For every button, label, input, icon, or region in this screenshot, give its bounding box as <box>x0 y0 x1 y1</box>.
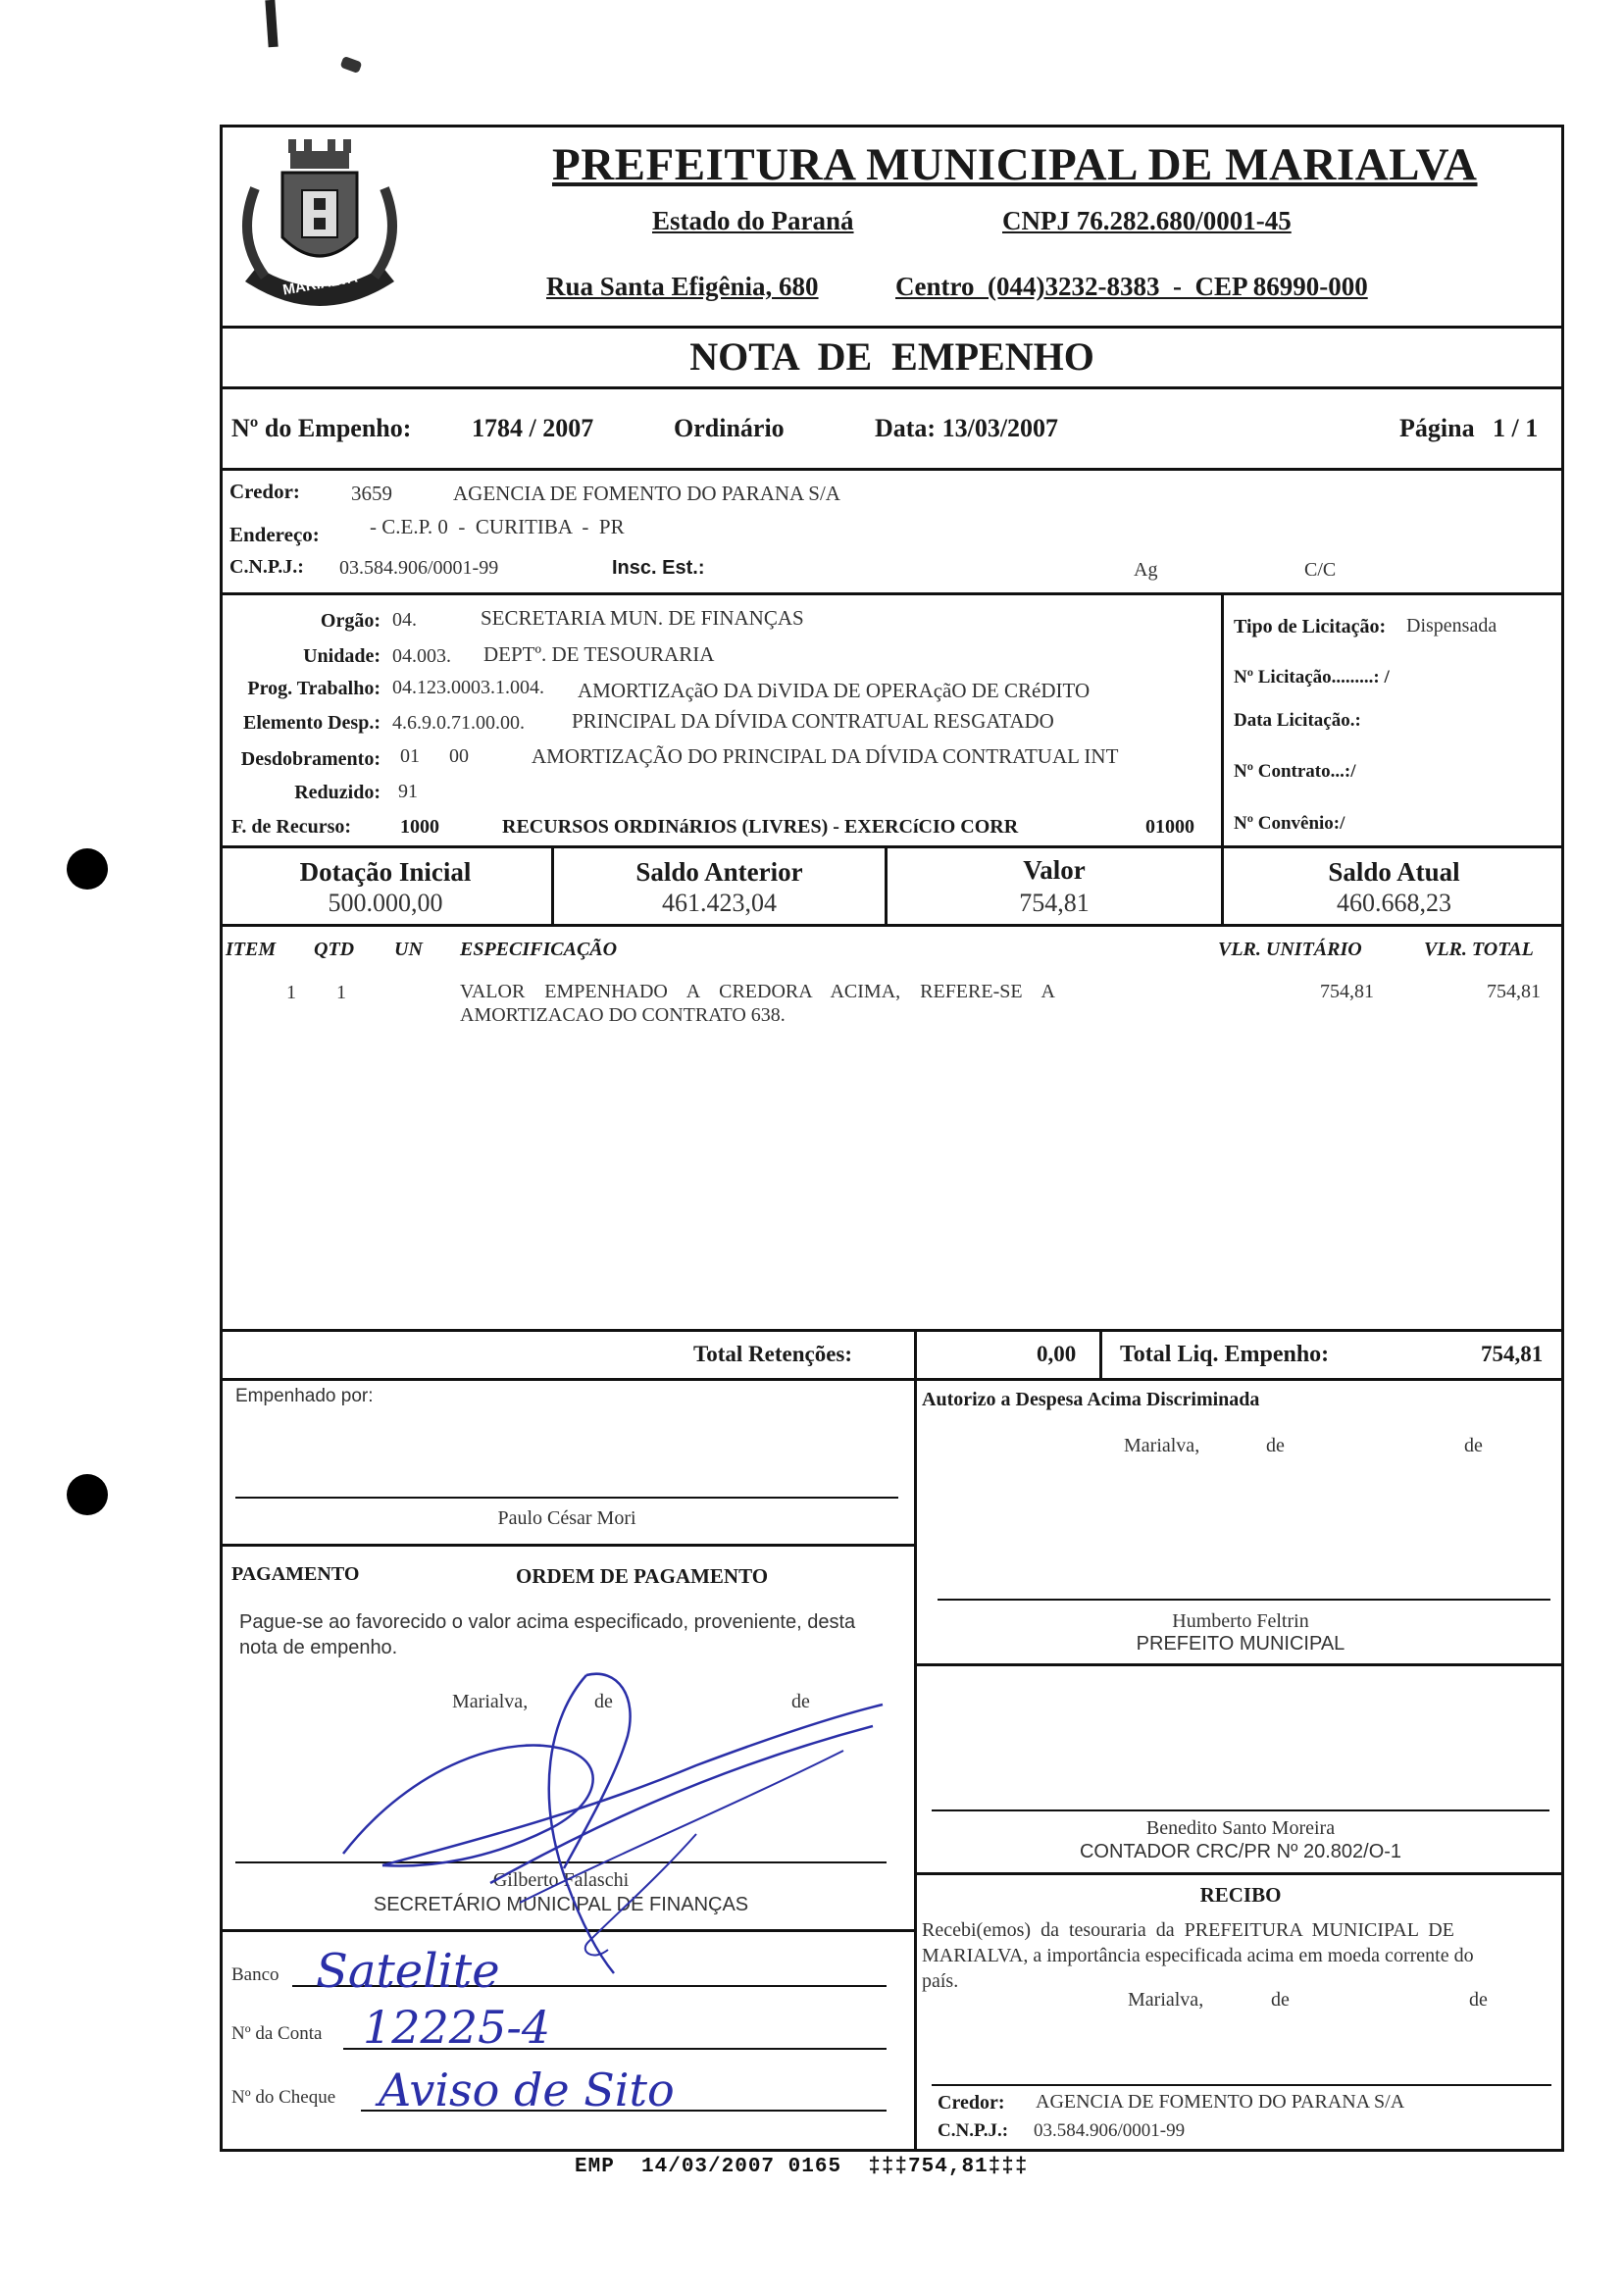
pagamento-de: de <box>791 1691 810 1712</box>
autorizo-de: de <box>1464 1435 1483 1456</box>
item-number: 1 <box>286 982 296 1003</box>
cheque-label: Nº do Cheque <box>231 2087 336 2108</box>
header-street: Rua Santa Efigênia, 680 <box>546 272 819 301</box>
credor-code: 3659 <box>351 482 392 505</box>
recibo-de: de <box>1271 1989 1290 2011</box>
classification-code: 4.6.9.0.71.00.00. <box>392 712 525 734</box>
autorizo-de: de <box>1266 1435 1285 1456</box>
pagamento-role: SECRETÁRIO MUNICIPAL DE FINANÇAS <box>373 1894 749 1915</box>
balance-value: 500.000,00 <box>328 889 443 917</box>
balance-label: Valor <box>1023 855 1086 885</box>
pagamento-de: de <box>594 1691 613 1712</box>
licitacao-type-value: Dispensada <box>1406 615 1497 637</box>
scan-mark <box>340 56 363 74</box>
classification-desc: AMORTIZAÇÃO DO PRINCIPAL DA DÍVIDA CONTRATUAL INT <box>532 744 1119 768</box>
doc-title: NOTA DE EMPENHO <box>689 334 1094 379</box>
empenho-label: Nº do Empenho: <box>231 414 412 442</box>
empenhado-label: Empenhado por: <box>235 1386 374 1406</box>
balance-label: Saldo Anterior <box>635 857 803 887</box>
balance-value: 460.668,23 <box>1337 889 1451 917</box>
empenho-number: 1784 / 2007 <box>472 414 594 442</box>
classification-code: 04.003. <box>392 645 451 667</box>
licitacao-date: Data Licitação.: <box>1234 710 1361 731</box>
licitacao-number: Nº Licitação.........: / <box>1234 667 1390 688</box>
classification-label: Desdobramento: <box>240 748 381 770</box>
contador-name: Benedito Santo Moreira <box>1145 1817 1336 1839</box>
convenio-number: Nº Convênio:/ <box>1234 813 1345 834</box>
retencoes-value: 0,00 <box>1037 1342 1077 1366</box>
col-un: UN <box>394 939 423 960</box>
classification-label: Reduzido: <box>294 782 381 803</box>
credor-label: Credor: <box>229 480 300 503</box>
prefeito-role: PREFEITO MUNICIPAL <box>1136 1633 1345 1655</box>
licitacao-type-label: Tipo de Licitação: <box>1234 616 1387 637</box>
classification-label: Prog. Trabalho: <box>247 678 381 699</box>
cc-label: C/C <box>1304 559 1337 581</box>
classification-code: 01 00 <box>400 745 469 767</box>
item-spec-line: AMORTIZACAO DO CONTRATO 638. <box>460 1004 786 1026</box>
recibo-credor-name: AGENCIA DE FOMENTO DO PARANA S/A <box>1036 2091 1405 2113</box>
prefeito-name: Humberto Feltrin <box>1172 1610 1309 1632</box>
empenhado-name: Paulo César Mori <box>497 1507 636 1529</box>
banco-label: Banco <box>231 1964 279 1985</box>
coat-text: MARIALVA <box>281 269 359 299</box>
header-district-phone: Centro (044)3232-8383 - CEP 86990-000 <box>895 272 1368 301</box>
recurso-desc: RECURSOS ORDINáRIOS (LIVRES) - EXERCíCIO CORR <box>502 816 1019 838</box>
balance-value: 754,81 <box>1019 889 1090 917</box>
classification-label: Elemento Desp.: <box>243 712 381 734</box>
balance-label: Saldo Atual <box>1328 857 1460 887</box>
autorizo-title: Autorizo a Despesa Acima Discriminada <box>922 1389 1260 1410</box>
header-cnpj: CNPJ 76.282.680/0001-45 <box>1002 206 1292 235</box>
balance-value: 461.423,04 <box>662 889 777 917</box>
punch-hole <box>67 1474 108 1515</box>
recibo-credor-label: Credor: <box>938 2092 1005 2114</box>
classification-code: 04. <box>392 609 417 631</box>
recibo-title: RECIBO <box>1199 1883 1282 1907</box>
col-qtd: QTD <box>314 939 355 960</box>
recibo-cnpj-label: C.N.P.J.: <box>938 2120 1009 2141</box>
classification-label: Unidade: <box>303 645 381 667</box>
scan-mark <box>265 0 278 47</box>
item-spec-line: VALOR EMPENHADO A CREDORA ACIMA, REFERE-SE A <box>460 981 1055 1002</box>
banco-handwritten: Satelite <box>316 1944 500 1999</box>
classification-desc: DEPTº. DE TESOURARIA <box>483 642 715 666</box>
classification-desc: PRINCIPAL DA DÍVIDA CONTRATUAL RESGATADO <box>572 709 1054 733</box>
item-unit-value: 754,81 <box>1320 981 1374 1002</box>
item-qtd: 1 <box>336 982 346 1003</box>
col-total-value: VLR. TOTAL <box>1424 939 1534 960</box>
pagamento-title: ORDEM DE PAGAMENTO <box>516 1564 769 1588</box>
address-value: - C.E.P. 0 - CURITIBA - PR <box>370 515 625 538</box>
address-label: Endereço: <box>229 523 320 546</box>
classification-code: 04.123.0003.1.004. <box>392 677 544 698</box>
recibo-cnpj-value: 03.584.906/0001-99 <box>1034 2120 1186 2141</box>
balance-label: Dotação Inicial <box>299 857 472 887</box>
retencoes-label: Total Retenções: <box>693 1342 853 1366</box>
conta-label: Nº da Conta <box>231 2023 323 2044</box>
print-stamp: EMP 14/03/2007 0165 ‡‡‡754,81‡‡‡ <box>575 2156 1029 2178</box>
col-unit-value: VLR. UNITÁRIO <box>1218 939 1362 960</box>
punch-hole <box>67 848 108 890</box>
recibo-text: Recebi(emos) da tesouraria da PREFEITURA MUNICIPAL DE <box>922 1919 1454 1941</box>
col-item: ITEM <box>226 939 277 960</box>
header-state: Estado do Paraná <box>652 206 854 235</box>
pagamento-place: Marialva, <box>452 1691 529 1712</box>
page-number: 1 / 1 <box>1493 414 1539 442</box>
pagamento-text: Pague-se ao favorecido o valor acima especificado, proveniente, desta <box>239 1611 856 1633</box>
cheque-handwritten: Aviso de Sito <box>379 2064 675 2116</box>
empenho-date: Data: 13/03/2007 <box>875 414 1059 442</box>
pagamento-label: PAGAMENTO <box>231 1563 360 1585</box>
pagamento-text: nota de empenho. <box>239 1637 398 1658</box>
classification-desc: SECRETARIA MUN. DE FINANÇAS <box>481 606 804 630</box>
liq-label: Total Liq. Empenho: <box>1120 1342 1330 1367</box>
coat-of-arms-icon <box>226 129 414 326</box>
recibo-text: MARIALVA, a importância especificada acima em moeda corrente do <box>922 1945 1474 1966</box>
page-label: Página <box>1399 414 1475 442</box>
recurso-label: F. de Recurso: <box>231 816 352 838</box>
pagamento-name: Gilberto Falaschi <box>492 1869 630 1891</box>
recibo-place: Marialva, <box>1128 1989 1204 2011</box>
contrato-number: Nº Contrato...:/ <box>1234 761 1356 782</box>
col-spec: ESPECIFICAÇÃO <box>460 939 618 960</box>
classification-desc: AMORTIZAçãO DA DiVIDA DE OPERAçãO DE CRéDITO <box>578 679 1091 702</box>
autorizo-place: Marialva, <box>1124 1435 1200 1456</box>
ag-label: Ag <box>1134 559 1158 581</box>
recurso-code2: 01000 <box>1145 816 1194 838</box>
recurso-code: 1000 <box>400 816 439 838</box>
conta-handwritten: 12225-4 <box>363 2001 551 2054</box>
header-title: PREFEITURA MUNICIPAL DE MARIALVA <box>552 139 1478 190</box>
recibo-de: de <box>1469 1989 1488 2011</box>
credor-name: AGENCIA DE FOMENTO DO PARANA S/A <box>453 482 840 505</box>
liq-value: 754,81 <box>1481 1342 1544 1366</box>
signature-icon <box>324 1657 912 1981</box>
insc-label: Insc. Est.: <box>612 557 705 579</box>
classification-label: Orgão: <box>320 610 381 632</box>
cnpj-label: C.N.P.J.: <box>229 556 304 578</box>
empenho-type: Ordinário <box>674 414 785 442</box>
item-total-value: 754,81 <box>1487 981 1541 1002</box>
recibo-text: país. <box>922 1970 959 1992</box>
contador-role: CONTADOR CRC/PR Nº 20.802/O-1 <box>1079 1841 1402 1862</box>
cnpj-value: 03.584.906/0001-99 <box>339 557 499 579</box>
classification-code: 91 <box>398 781 418 802</box>
